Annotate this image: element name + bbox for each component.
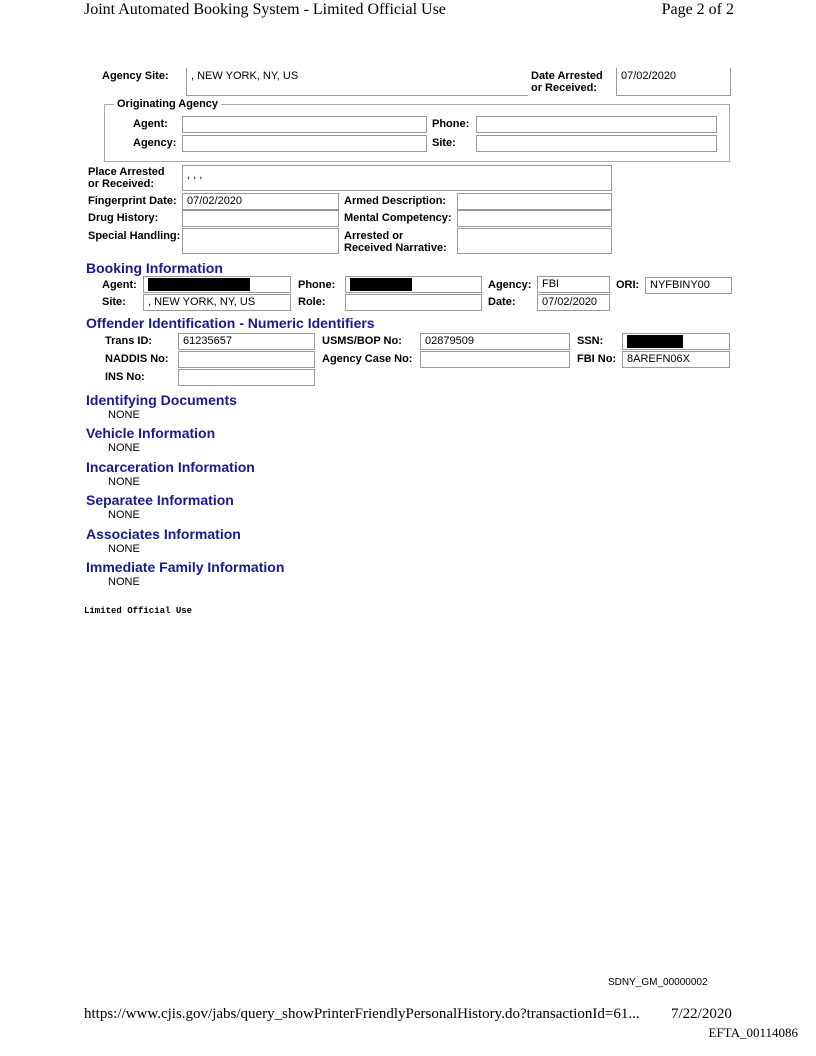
classification-footer: Limited Official Use [84,606,193,616]
agency-site-value: , NEW YORK, NY, US [191,70,299,82]
originating-agency-group [104,104,730,162]
drug-history-label: Drug History: [88,212,159,224]
booking-ori-label: ORI: [616,279,640,291]
arrest-narrative-field[interactable] [457,228,612,254]
naddis-field[interactable] [178,351,315,368]
agency-site-box [186,68,528,96]
print-date: 7/22/2020 [671,1006,732,1022]
armed-description-field[interactable] [457,193,612,210]
agency-case-label: Agency Case No: [322,353,413,365]
booking-date-field[interactable]: 07/02/2020 [537,294,610,311]
ins-no-label: INS No: [105,371,145,383]
booking-phone-label: Phone: [298,279,336,291]
trans-id-field[interactable]: 61235657 [178,333,315,350]
orig-agent-field[interactable] [182,116,427,133]
document-title: Joint Automated Booking System - Limited Official Use [84,1,446,18]
booking-role-label: Role: [298,296,326,308]
special-handling-field[interactable] [182,228,339,254]
trans-id-label: Trans ID: [105,335,153,347]
identifying-documents-heading: Identifying Documents [86,392,237,408]
booking-information-heading: Booking Information [86,260,223,276]
immediate-family-value: NONE [108,576,140,588]
booking-agent-field[interactable] [143,276,291,293]
orig-phone-label: Phone: [432,118,470,130]
fbi-no-label: FBI No: [577,353,617,365]
usms-bop-label: USMS/BOP No: [322,335,402,347]
agency-case-field[interactable] [420,351,570,368]
originating-agency-legend: Originating Agency [114,98,221,110]
booking-site-label: Site: [102,296,126,308]
date-arrested-value: 07/02/2020 [621,70,677,82]
orig-agent-label: Agent: [133,118,168,130]
redaction-block [148,278,250,291]
date-arrested-label: Date Arrested or Received: [531,70,603,94]
place-arrested-field[interactable]: , , , [182,165,612,191]
immediate-family-heading: Immediate Family Information [86,559,285,575]
vehicle-information-heading: Vehicle Information [86,425,216,441]
print-url: https://www.cjis.gov/jabs/query_showPrinterFriendlyPersonalHistory.do?transactionId=61... [84,1006,640,1022]
fbi-no-field[interactable]: 8AREFN06X [622,351,730,368]
usms-bop-field[interactable]: 02879509 [420,333,570,350]
vehicle-information-value: NONE [108,442,140,454]
armed-description-label: Armed Description: [344,195,447,207]
incarceration-information-heading: Incarceration Information [86,459,255,475]
separatee-information-heading: Separatee Information [86,492,234,508]
fingerprint-date-label: Fingerprint Date: [88,195,177,207]
booking-phone-field[interactable] [345,276,482,293]
associates-information-value: NONE [108,543,140,555]
booking-ori-field[interactable]: NYFBINY00 [645,277,732,294]
naddis-label: NADDIS No: [105,353,169,365]
identifying-documents-value: NONE [108,409,140,421]
booking-role-field[interactable] [345,294,482,311]
ssn-field[interactable] [622,333,730,350]
agency-site-label: Agency Site: [102,70,169,82]
arrest-narrative-label: Arrested or Received Narrative: [344,230,447,254]
booking-site-field[interactable]: , NEW YORK, NY, US [143,294,291,311]
booking-agency-label: Agency: [488,279,532,291]
booking-date-label: Date: [488,296,516,308]
fingerprint-date-field[interactable]: 07/02/2020 [182,193,339,210]
drug-history-field[interactable] [182,210,339,227]
orig-site-label: Site: [432,137,456,149]
bates-number: SDNY_GM_00000002 [608,977,708,988]
orig-phone-field[interactable] [476,116,717,133]
place-arrested-label: Place Arrested or Received: [88,166,165,190]
redaction-block [627,335,683,348]
page-number: Page 2 of 2 [661,1,734,18]
efta-number: EFTA_00114086 [708,1025,798,1040]
incarceration-information-value: NONE [108,476,140,488]
booking-agency-field[interactable]: FBI [537,276,610,293]
redaction-block [350,278,412,291]
offender-identification-heading: Offender Identification - Numeric Identifiers [86,315,375,331]
mental-competency-label: Mental Competency: [344,212,452,224]
orig-agency-label: Agency: [133,137,177,149]
booking-agent-label: Agent: [102,279,137,291]
associates-information-heading: Associates Information [86,526,241,542]
separatee-information-value: NONE [108,509,140,521]
ssn-label: SSN: [577,335,604,347]
orig-agency-field[interactable] [182,135,427,152]
special-handling-label: Special Handling: [88,230,181,242]
ins-no-field[interactable] [178,369,315,386]
orig-site-field[interactable] [476,135,717,152]
date-arrested-box [616,68,731,96]
mental-competency-field[interactable] [457,210,612,227]
